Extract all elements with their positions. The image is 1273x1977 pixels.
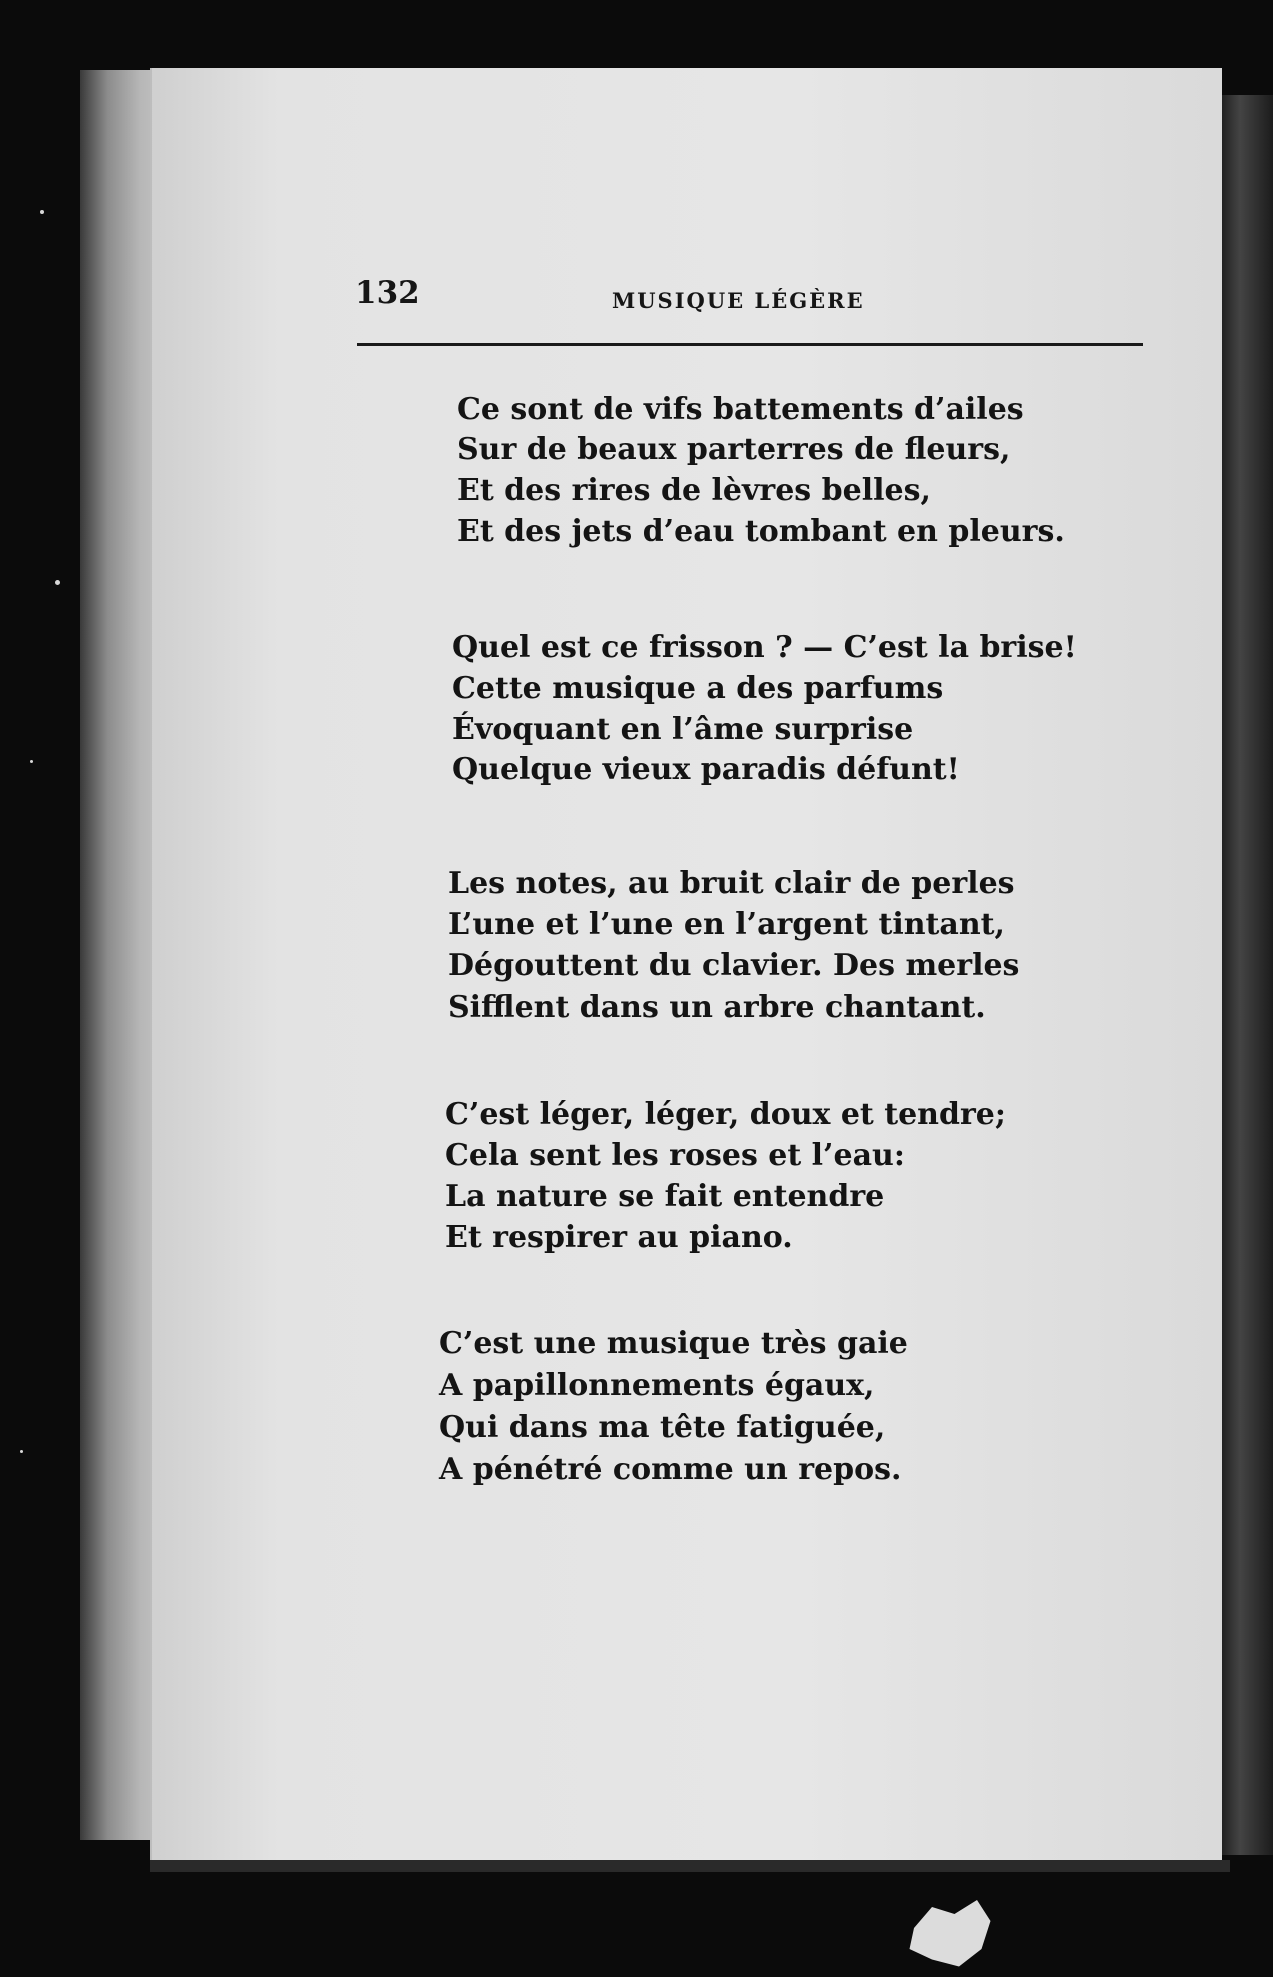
- poem-line: A papillonnements égaux,: [439, 1368, 875, 1403]
- poem-line: Et des jets d’eau tombant en pleurs.: [457, 514, 1065, 549]
- poem-line: Qui dans ma tête fatiguée,: [439, 1410, 886, 1445]
- page-number: 132: [355, 275, 420, 311]
- poem-line: Sifflent dans un arbre chantant.: [448, 990, 986, 1025]
- poem-line: C’est léger, léger, doux et tendre;: [445, 1097, 1006, 1132]
- page-bottom-shadow: [150, 1860, 1230, 1872]
- poem-line: Et des rires de lèvres belles,: [457, 473, 931, 508]
- poem-line: Dégouttent du clavier. Des merles: [448, 948, 1020, 983]
- poem-line: Cela sent les roses et l’eau:: [445, 1138, 905, 1173]
- poem-line: Et respirer au piano.: [445, 1220, 793, 1255]
- poem-line: Quel est ce frisson ? — C’est la brise!: [452, 630, 1077, 665]
- poem-line: A pénétré comme un repos.: [439, 1452, 902, 1487]
- poem-line: Ce sont de vifs battements d’ailes: [457, 392, 1024, 427]
- poem-line: C’est une musique très gaie: [439, 1326, 908, 1361]
- poem-line: Évoquant en l’âme surprise: [452, 712, 914, 747]
- poem-line: Cette musique a des parfums: [452, 671, 944, 706]
- poem-line: Les notes, au bruit clair de perles: [448, 866, 1015, 901]
- poem-line: Sur de beaux parterres de fleurs,: [457, 432, 1011, 467]
- poem-line: L’une et l’une en l’argent tintant,: [448, 907, 1005, 942]
- running-title: MUSIQUE LÉGÈRE: [612, 288, 865, 313]
- poem-line: Quelque vieux paradis défunt!: [452, 752, 960, 787]
- poem-line: La nature se fait entendre: [445, 1179, 885, 1214]
